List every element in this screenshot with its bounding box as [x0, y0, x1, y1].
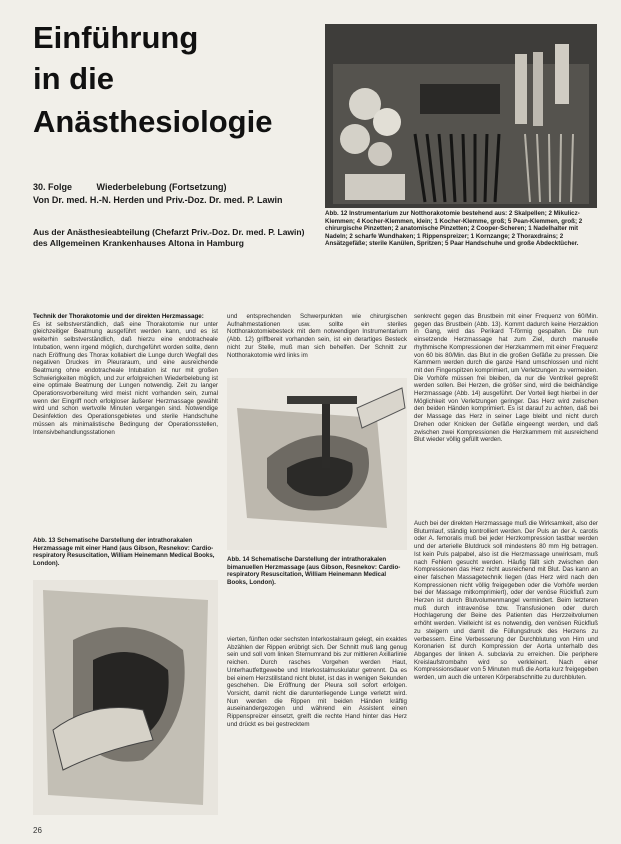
section-heading: Technik der Thorakotomie und der direkten Herzmassage: [33, 313, 204, 320]
column-2-bottom: vierten, fünften oder sechsten Interkostalraum gelegt, ein exaktes Abzählen der Rippen erübrigt sich. Der Schnitt muß lang genug sein und soll vom linken Sternumrand bis zur mittleren Axillarlinie reichen. Durch rasches Vorgehen werden Haut, Unterhautfettgewebe und Interkostalmuskulatur getrennt. Da es bei einem Herzstillstand nicht blutet, ist das in wenigen Sekunden geschehen. Die Eröffnung der Pleura soll sofort erfolgen. Vorsicht, damit nicht die darunterliegende Lunge verletzt wird. Nun werden die Rippen mit beiden Händen kräftig auseinandergezogen und während ein Assistent einen Rippenspreizer einsetzt, greift die rechte Hand hinter das Herz und drückt es bei gestrecktem [227, 636, 407, 728]
article-title-line-3: Anästhesiologie [33, 104, 273, 139]
figure-14-caption: Abb. 14 Schematische Darstellung der intrathorakalen bimanuellen Herzmassage (aus Gibson, Resnekov: Cardio-respiratory Resuscitation, William Heinemann Medical Books, London). [227, 556, 401, 586]
article-title-line-2: in die [33, 61, 114, 96]
column-1-text: Es ist selbstverständlich, daß eine Thorakotomie nur unter gleichzeitiger Beatmung ausgeführt werden kann, und es ist weiterhin selbstverständlich, daß hierzu eine endotracheale Intubation, wenn irgend möglich, durchgeführt worden sollte, denn nach Eröffnung des Thorax kollabiert die Lunge durch Wegfall des negativen Druckes im Pleuraraum, und eine ausreichende Beatmung ohne endotracheale Intubation ist nur mit großen Schwierigkeiten möglich, und zur erfolgreichen Wiederbelebung ist eine optimale Beatmung der Lungen notwendig. Zeit zu langer Operationsvorbereitung wird meist nicht vorhanden sein, zumal wenn der Eingriff noch erfolgloser äußerer Herzmassage gewählt wird und schon wertvolle Minuten vergangen sind. Notwendige Desinfektion des Operationsgebietes und sterile Handschuhe müssen als minimalistische Bedingung der Operationsstellen, Intensivbehandlungsstationen [33, 320, 218, 436]
series-subtitle: Wiederbelebung (Fortsetzung) [96, 182, 227, 192]
article-title-line-1: Einführung [33, 20, 199, 55]
authors-line: Von Dr. med. H.-N. Herden und Priv.-Doz. Dr. med. P. Lawin [33, 195, 283, 205]
column-1 [33, 313, 218, 531]
folge-label: 30. Folge [33, 182, 73, 192]
figure-12-instrument-photo [325, 24, 597, 208]
series-number [33, 182, 226, 192]
bimanual-massage-drawing [227, 378, 407, 550]
figure-12-caption: Abb. 12 Instrumentarium zur Notthorakotomie bestehend aus: 2 Skalpellen; 2 Mikulicz-Klemmen; 4 Kocher-Klemmen, klein; 1 Kocher-Klemme, groß; 5 Pean-Klemmen, groß; 2 chirurgische Pinzetten; 2 anatomische Pinzetten; 2 Cooper-Scheren; 1 Nadelhalter mit Nadeln; 2 scharfe Wundhaken; 1 Rippenspreizer; 1 Kornzange; 2 Thoraxdrains; 2 Ansätzgefäße; sterile Kanülen, Spritzen; 5 Paar Handschuhe und große Abdecktücher. [325, 210, 583, 248]
figure-14-illustration [227, 378, 407, 550]
affiliation: Aus der Anästhesieabteilung (Chefarzt Priv.-Doz. Dr. med. P. Lawin) des Allgemeinen Krankenhauses Altona in Hamburg [33, 227, 305, 248]
column-2-top: und entsprechenden Schwerpunkten wie chirurgischen Aufnahmestationen usw. sollte ein steriles Notthorakotomiebesteck mit dem notwendigen Instrumentarium (Abb. 12) griffbereit vorhanden sein, ist ein derartiges Besteck nicht zur Stelle, muß man sich behelfen. Der Schnitt zur Notthorakotomie wird links im [227, 313, 407, 359]
instrument-tray-illustration [325, 24, 597, 208]
page-number: 26 [33, 826, 42, 835]
figure-13-illustration [33, 580, 218, 815]
column-3: senkrecht gegen das Brustbein mit einer Frequenz von 60/Min. gegen das Brustbein (Abb. 13). Kommt dadurch keine Herzaktion in Gang, wird das Perikard T-förmig gespalten. Die nun einsetzende Herzmassage hat zum Ziel, durch manuelle rhythmische Kompressionen der Herzkammern mit einer Frequenz von 60 bis 80/Min. das Blut in die großen Gefäße zu pressen. Die Kammern werden durch die ganze Hand umschlossen und nicht mit den Fingerspitzen komprimiert, um Verletzungen zu vermeiden. Die Vorhöfe müssen frei bleiben, da nur die Ventrikel gepreßt werden sollen. Bei Herzen, die größer sind, wird die beidhändige Herzmassage (Abb. 14) ausgeführt. Der Vorteil liegt hierbei in der Möglichkeit von Verletzungen geringer. Das Herz wird zwischen den beiden Händen komprimiert. Es ist darauf zu achten, daß bei der Massage das Herz in seiner Lage bleibt und nicht durch Drehen oder Knicken der Gefäße eingeengt werden, und daß zwischen zwei Kompressionen die Herzkammern mit ausreichend Blut wieder völlig gefüllt werden. [414, 313, 598, 444]
one-hand-massage-drawing [33, 580, 218, 815]
column-3-bottom: Auch bei der direkten Herzmassage muß die Wirksamkeit, also der Blutumlauf, ständig kontrolliert werden. Der Puls an der A. carotis oder A. femoralis muß bei jeder Herzkompression tastbar werden und der arterielle Blutdruck soll mindestens 80 mm Hg betragen. Ist kein Puls palpabel, also ist die Herzmassage unwirksam, muß nach Fehlern gesucht werden. Häufig fällt sich zwischen den Kompressionen das Herz nicht ausreichend mit Blut. Das kann an einer falschen Massagetechnik liegen (das Herz wird nach den Kompressionen nicht völlig freigegeben oder die Vorhöfe werden bei der Massage mitkomprimiert), oder der venöse Rückfluß zum Herzen ist durch Blutvolumenmangel vermindert. Beim letzteren muß durch intravenöse bzw. Transfusionen oder durch Hochlagerung der Beine des Patienten das Herzzeitvolumen erhöht werden. Vielleicht ist es notwendig, den venösen Rückfluß zu steigern und damit die Füllungsdruck des Herzens zu verbessern. Eine Verbesserung der Durchblutung von Hirn und Koronarien ist durch Kompression der Aorta unterhalb des Abganges der linken A. subclavia zu erreichen. Die periphere Kreislaufstrombahn wird so verkleinert. Nach einer Kompressionsdauer von 5 Minuten muß die Aorta kurz freigegeben werden, um auch die unteren Körperabschnitte zu durchbluten. [414, 520, 598, 682]
figure-13-caption: Abb. 13 Schematische Darstellung der intrathorakalen Herzmassage mit einer Hand (aus Gibson, Resnekov: Cardio-respiratory Resuscitation, William Heinemann Medical Books, London). [33, 537, 215, 567]
